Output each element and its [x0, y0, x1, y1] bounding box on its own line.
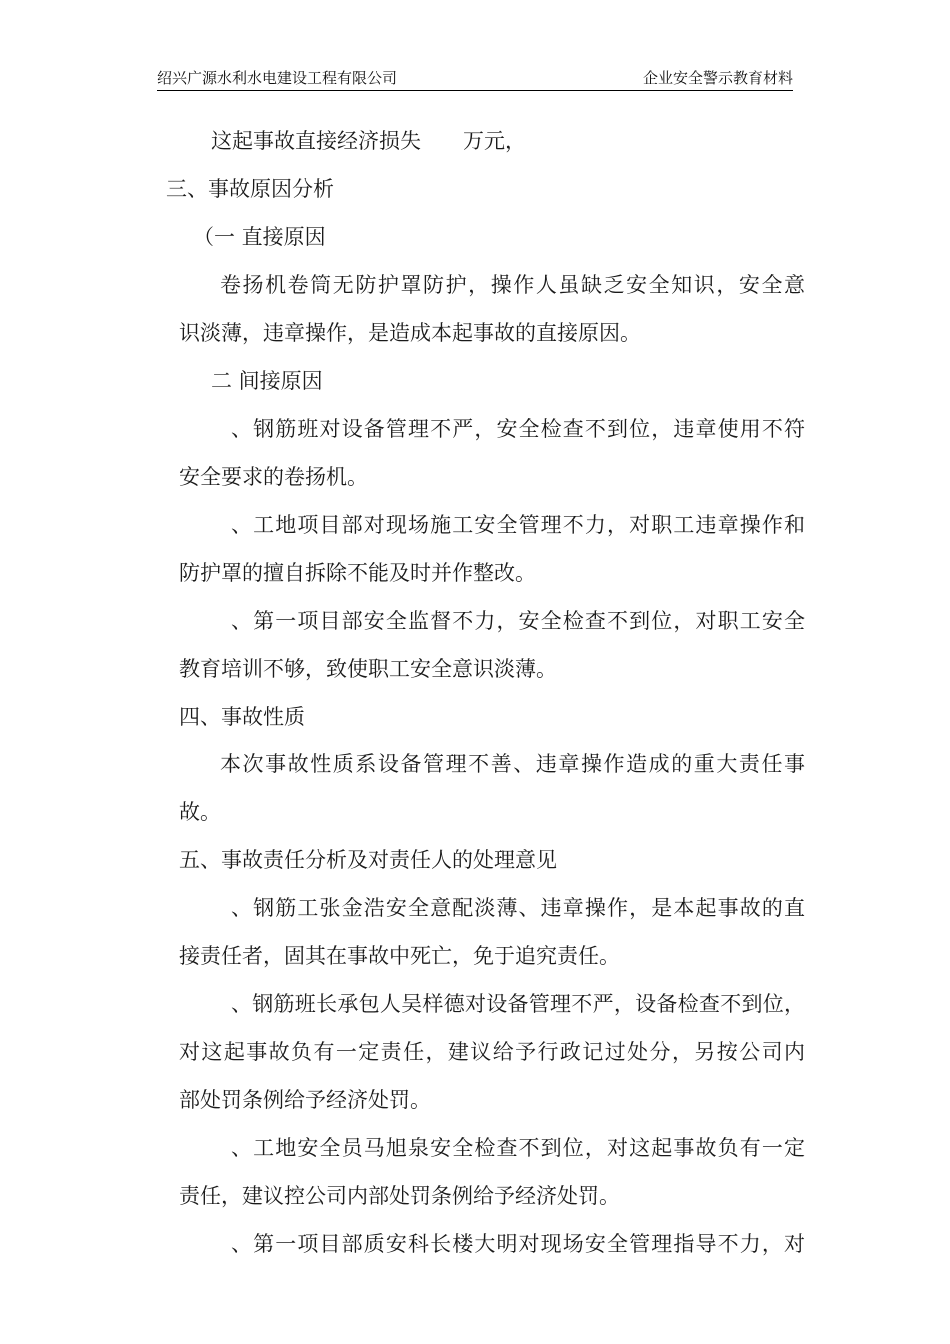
- page-header: [157, 68, 793, 91]
- text-line: 接责任者，固其在事故中死亡，免于追究责任。: [179, 944, 620, 968]
- text-line: 本次事故性质系设备管理不善、违章操作造成的重大责任事: [220, 752, 805, 776]
- header-company-name: 绍兴广源水利水电建设工程有限公司: [157, 69, 398, 87]
- text-line: 、第一项目部安全监督不力，安全检查不到位，对职工安全: [231, 609, 805, 633]
- subsection-heading: （一 直接原因: [193, 225, 326, 249]
- text-line: 这起事故直接经济损失 万元，: [211, 129, 526, 153]
- subsection-heading: 二 间接原因: [211, 369, 323, 393]
- text-line: 责任，建议控公司内部处罚条例给予经济处罚。: [179, 1184, 620, 1208]
- text-line: 教育培训不够，致使职工安全意识淡薄。: [179, 657, 557, 681]
- text-line: 防护罩的擅自拆除不能及时并作整改。: [179, 561, 536, 585]
- text-line: 、第一项目部质安科长楼大明对现场安全管理指导不力，对: [231, 1232, 805, 1256]
- text-line: 、工地安全员马旭泉安全检查不到位，对这起事故负有一定: [231, 1136, 805, 1160]
- text-line: 、钢筋班长承包人吴样德对设备管理不严，设备检查不到位，: [231, 992, 805, 1016]
- text-line: 安全要求的卷扬机。: [179, 465, 368, 489]
- text-line: 对这起事故负有一定责任，建议给予行政记过处分，另按公司内: [179, 1040, 805, 1064]
- text-line: 部处罚条例给予经济处罚。: [179, 1088, 431, 1112]
- section-heading: 五、事故责任分析及对责任人的处理意见: [179, 848, 557, 872]
- section-heading: 四、事故性质: [179, 705, 305, 729]
- text-line: 、钢筋工张金浩安全意配淡薄、违章操作，是本起事故的直: [231, 896, 805, 920]
- text-line: 识淡薄，违章操作，是造成本起事故的直接原因。: [179, 321, 641, 345]
- text-line: 卷扬机卷筒无防护罩防护，操作人虽缺乏安全知识，安全意: [220, 273, 805, 297]
- header-document-title: 企业安全警示教育材料: [642, 69, 793, 87]
- text-line: 、钢筋班对设备管理不严，安全检查不到位，违章使用不符: [231, 417, 805, 441]
- text-line: 、工地项目部对现场施工安全管理不力，对职工违章操作和: [231, 513, 805, 537]
- section-heading: 三、事故原因分析: [166, 177, 334, 201]
- text-line: 故。: [179, 800, 221, 824]
